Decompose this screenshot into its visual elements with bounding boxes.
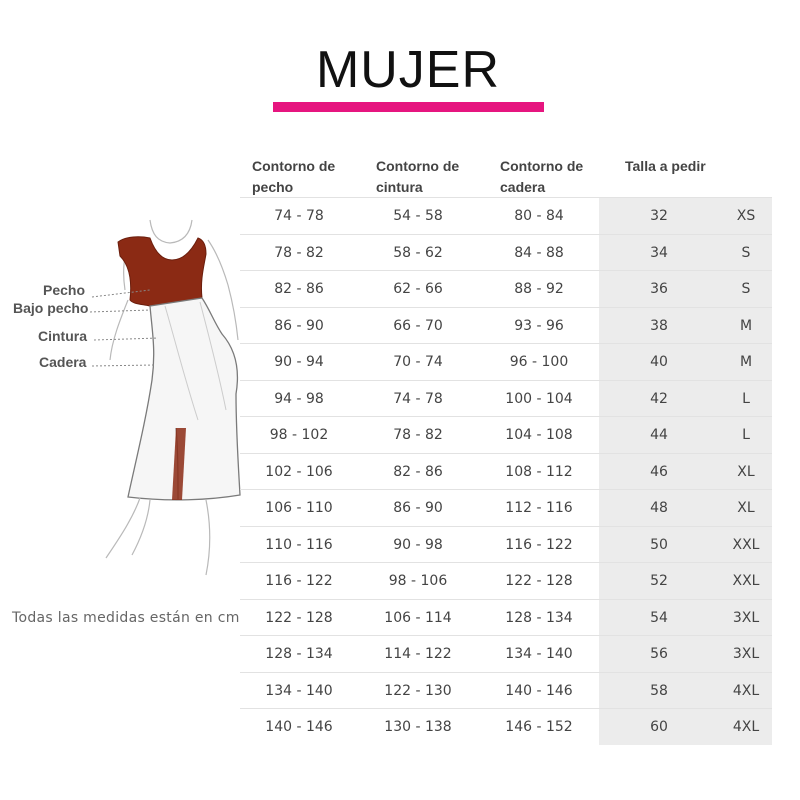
cell-hip: 140 - 146	[505, 682, 573, 699]
cell-chest: 86 - 90	[274, 317, 324, 334]
cell-waist: 62 - 66	[393, 281, 443, 297]
cell-size-letter: S	[741, 244, 751, 261]
cell-waist: 82 - 86	[393, 463, 443, 480]
table-row	[240, 197, 772, 234]
cell-size-letter: L	[742, 427, 750, 443]
units-note: Todas las medidas están en cm	[12, 610, 240, 626]
cell-chest: 134 - 140	[265, 682, 333, 699]
cell-waist: 58 - 62	[393, 244, 443, 261]
cell-chest: 94 - 98	[274, 390, 324, 407]
table-row	[240, 562, 772, 599]
cell-size-letter: XL	[737, 500, 755, 516]
table-row	[240, 526, 772, 563]
table-row	[240, 599, 772, 636]
table-row	[240, 708, 772, 745]
cell-waist: 98 - 106	[388, 573, 448, 589]
label-bajo-pecho: Bajo pecho	[13, 300, 89, 316]
cell-size-number: 40	[650, 354, 668, 370]
cell-hip: 134 - 140	[505, 646, 573, 662]
cell-size-number: 50	[650, 536, 668, 553]
dress-figure-illustration	[0, 210, 250, 590]
label-cintura: Cintura	[38, 328, 87, 344]
cell-size-number: 44	[650, 427, 668, 443]
cell-size-letter: XXL	[732, 536, 760, 553]
cell-waist: 54 - 58	[393, 208, 443, 224]
cell-size-number: 54	[650, 609, 668, 626]
table-row	[240, 380, 772, 417]
cell-size-number: 48	[650, 500, 668, 516]
cell-size-letter: 4XL	[732, 682, 760, 699]
page-title: MUJER	[315, 41, 501, 99]
cell-waist: 74 - 78	[393, 390, 443, 407]
cell-waist: 122 - 130	[384, 682, 452, 699]
header-size: Talla a pedir	[625, 158, 706, 174]
cell-size-number: 34	[650, 244, 668, 261]
table-row	[240, 307, 772, 344]
table-row	[240, 672, 772, 709]
cell-chest: 74 - 78	[274, 208, 324, 224]
table-row	[240, 453, 772, 490]
cell-waist: 66 - 70	[393, 317, 443, 334]
cell-size-letter: XXL	[732, 573, 760, 589]
cell-size-letter: XS	[736, 208, 756, 224]
cell-hip: 122 - 128	[505, 573, 573, 589]
cell-chest: 140 - 146	[265, 719, 333, 735]
cell-size-letter: M	[739, 317, 753, 334]
cell-size-number: 38	[650, 317, 668, 334]
cell-hip: 128 - 134	[505, 609, 573, 626]
title-underline	[273, 102, 544, 112]
cell-hip: 108 - 112	[505, 463, 573, 480]
cell-chest: 116 - 122	[265, 573, 333, 589]
cell-waist: 106 - 114	[384, 609, 452, 626]
cell-hip: 96 - 100	[509, 354, 569, 370]
cell-hip: 93 - 96	[514, 317, 564, 334]
cell-size-letter: M	[739, 354, 753, 370]
cell-chest: 106 - 110	[265, 500, 333, 516]
cell-size-number: 60	[650, 719, 668, 735]
table-row	[240, 489, 772, 526]
cell-size-letter: 4XL	[732, 719, 760, 735]
header-hip: Contorno de cadera	[500, 158, 584, 195]
cell-chest: 78 - 82	[274, 244, 324, 261]
cell-hip: 100 - 104	[505, 390, 573, 407]
cell-hip: 80 - 84	[514, 208, 564, 224]
cell-hip: 112 - 116	[505, 500, 573, 516]
cell-chest: 128 - 134	[265, 646, 333, 662]
cell-hip: 88 - 92	[514, 281, 564, 297]
cell-waist: 90 - 98	[393, 536, 443, 553]
table-row	[240, 270, 772, 307]
cell-waist: 114 - 122	[384, 646, 452, 662]
cell-size-letter: 3XL	[732, 609, 760, 626]
cell-chest: 122 - 128	[265, 609, 333, 626]
table-row	[240, 343, 772, 380]
cell-hip: 104 - 108	[505, 427, 573, 443]
table-row	[240, 234, 772, 271]
cell-size-number: 56	[650, 646, 668, 662]
size-table	[240, 150, 772, 735]
cell-chest: 98 - 102	[269, 427, 329, 443]
cell-chest: 90 - 94	[274, 354, 324, 370]
cell-size-number: 52	[650, 573, 668, 589]
cell-waist: 86 - 90	[393, 500, 443, 516]
cell-chest: 110 - 116	[265, 536, 333, 553]
cell-size-number: 58	[650, 682, 668, 699]
header-waist: Contorno de cintura	[376, 158, 460, 195]
cell-size-letter: 3XL	[732, 646, 760, 662]
header-chest: Contorno de pecho	[252, 158, 336, 195]
cell-waist: 70 - 74	[393, 354, 443, 370]
table-body	[240, 197, 772, 745]
cell-size-letter: S	[741, 281, 751, 297]
cell-waist: 130 - 138	[384, 719, 452, 735]
label-cadera: Cadera	[39, 354, 87, 370]
cell-size-number: 42	[650, 390, 668, 407]
label-pecho: Pecho	[43, 282, 86, 298]
cell-size-number: 32	[650, 208, 668, 224]
cell-size-letter: XL	[737, 463, 755, 480]
table-row	[240, 416, 772, 453]
cell-size-letter: L	[742, 390, 750, 407]
dress-figure-svg	[0, 210, 250, 590]
cell-waist: 78 - 82	[393, 427, 443, 443]
cell-hip: 84 - 88	[514, 244, 564, 261]
cell-size-number: 36	[650, 281, 668, 297]
cell-hip: 146 - 152	[505, 719, 573, 735]
cell-size-number: 46	[650, 463, 668, 480]
cell-chest: 102 - 106	[265, 463, 333, 480]
cell-chest: 82 - 86	[274, 281, 324, 297]
table-row	[240, 635, 772, 672]
cell-hip: 116 - 122	[505, 536, 573, 553]
table-header	[240, 150, 772, 198]
